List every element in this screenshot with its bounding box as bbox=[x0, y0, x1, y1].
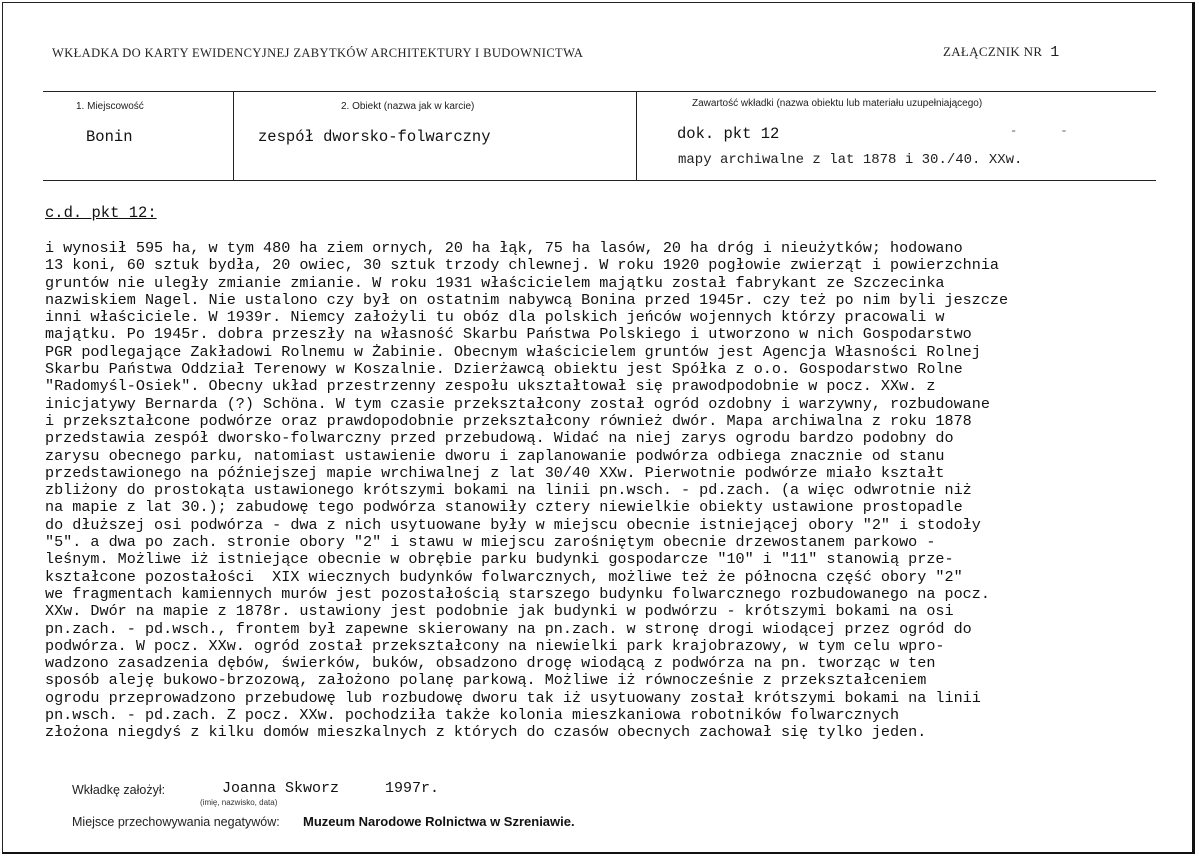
body-line: "Radomyśl-Osiek". Obecny układ przestrzenny zespołu ukształtował się prawodpodobnie w pocz. XXw. z bbox=[45, 377, 936, 396]
body-line: przedstawionego na późniejszej mapie wrchiwalnej z lat 30/40 XXw. Pierwotnie podwórze miało kształt bbox=[45, 463, 945, 482]
body-line: Skarbu Państwa Oddział Terenowy w Koszalnie. Dzierżawcą obiektu jest Spółka z o.o. Gospodarstwo Rolne bbox=[45, 360, 963, 379]
annex-value: 1 bbox=[1050, 44, 1060, 61]
annex-label: ZAŁĄCZNIK NR bbox=[943, 44, 1043, 59]
body-line: zarysu obecnego parku, natomiast ustawienie dworu i zaplanowanie podwórza odbiega znacznie od stanu bbox=[45, 446, 945, 465]
body-line: do dłuższej osi podwórza - dwa z nich usytuowane były w miejscu obecnie istniejącej obory "2" i stodoły bbox=[45, 515, 981, 534]
body-line: leśnym. Możliwe iż istniejące obecnie w obrębie parku budynki gospodarcze "10" i "11" stanowią prze- bbox=[45, 550, 954, 569]
body-line: inicjatywy Bernarda (?) Schöna. W tym czasie przekształcony został ogród ozdobny i warzywny, rozbudowane bbox=[45, 394, 990, 413]
body-line: nazwiskiem Nagel. Nie ustalono czy był on ostatnim nabywcą Bonina przed 1945r. czy też po nim byli jeszcze bbox=[45, 290, 1009, 309]
body-line: podwórza. W pocz. XXw. ogród został przekształcony na niewielki park krajobrazowy, w tym celu wpro- bbox=[45, 636, 945, 655]
field-contents-marks: - - bbox=[1010, 124, 1086, 138]
body-line: wadzono zasadzenia dębów, świerków, buków, obsadzono drogę wiodącą z podwórza na pn. tworząc w ten bbox=[45, 654, 936, 673]
form-header-box bbox=[43, 91, 1156, 181]
body-line: sposób aleję bukowo-brzozową, założono polanę parkową. Możliwe iż równocześnie z przekształceniem bbox=[45, 671, 927, 690]
field-contents-line2: mapy archiwalne z lat 1878 i 30./40. XXw. bbox=[678, 152, 1023, 168]
body-line: i przekształcone podwórze oraz prawdopodobnie przekształcony również dwór. Mapa archiwalna z roku 1878 bbox=[45, 411, 972, 430]
field-object-label: 2. Obiekt (nazwa jak w karcie) bbox=[341, 101, 475, 112]
field-contents-line1: dok. pkt 12 bbox=[677, 125, 780, 143]
annex-number bbox=[943, 44, 1060, 61]
field-object-value: zespół dworsko-folwarczny bbox=[258, 128, 491, 146]
body-line: inni właściciele. W 1939r. Niemcy założyli tu obóz dla polskich jeńców wojennych którzy pracowali w bbox=[45, 308, 945, 327]
body-line: złożona niegdyś z kilku domów mieszkalnych z których do czasów obecnych zachował się tylko jeden. bbox=[45, 723, 927, 742]
storage-value: Muzeum Narodowe Rolnictwa w Szreniawie. bbox=[303, 814, 575, 829]
body-line: we fragmentach kamiennych murów jest pozostałością starszego budynku folwarcznego rozbudowanego na pocz. bbox=[45, 584, 990, 603]
founder-hint: (imię, nazwisko, data) bbox=[200, 798, 278, 807]
body-line: gruntów nie uległy zmianie zmianie. W roku 1931 właścicielem majątku został fabrykant ze Szczecinka bbox=[45, 273, 945, 292]
body-line: "5". a dwa po zach. stronie obory "2" i stawu w miejscu zarośniętym obecnie drzewostanem parkowo - bbox=[45, 533, 936, 552]
field-locality-label: 1. Miejscowość bbox=[76, 101, 144, 112]
body-line: kształcone pozostałości XIX wiecznych budynków folwarcznych, możliwe też że północna część obory "2" bbox=[45, 567, 963, 586]
field-contents-label: Zawartość wkładki (nazwa obiektu lub materiału uzupełniającego) bbox=[692, 98, 983, 109]
document-title: WKŁADKA DO KARTY EWIDENCYJNEJ ZABYTKÓW ARCHITEKTURY I BUDOWNICTWA bbox=[52, 46, 584, 60]
body-line: i wynosił 595 ha, w tym 480 ha ziem ornych, 20 ha łąk, 75 ha lasów, 20 ha dróg i nieużytków; hodowano bbox=[45, 239, 963, 257]
body-line: przedstawia zespół dworsko-folwarczny przed przebudową. Widać na niej zarys ogrodu bardzo podobny do bbox=[45, 429, 954, 448]
body-line: na mapie z lat 30.); zabudowę tego podwórza stanowiły cztery niewielkie obiekty ustawione prostopadle bbox=[45, 498, 963, 517]
form-divider bbox=[233, 92, 234, 180]
body-line: zbliżony do prostokąta ustawionego krótszymi bokami na linii pn.wsch. - pd.zach. (a więc odwrotnie niż bbox=[45, 481, 972, 500]
founder-name: Joanna Skworz bbox=[222, 780, 340, 797]
body-line: pn.wsch. - pd.zach. Z pocz. XXw. pochodziła także kolonia mieszkaniowa robotników folwarcznych bbox=[45, 706, 900, 725]
body-line: ogrodu przeprowadzono przebudowę lub rozbudowę dworu tak iż usytuowany został krótszymi bokami na linii bbox=[45, 688, 981, 707]
founder-year: 1997r. bbox=[385, 780, 440, 797]
section-heading: c.d. pkt 12: bbox=[45, 204, 157, 222]
field-locality-value: Bonin bbox=[86, 128, 133, 146]
founder-label: Wkładkę założył: bbox=[72, 783, 166, 797]
body-line: XXw. Dwór na mapie z 1878r. ustawiony jest podobnie jak budynki w podwórzu - krótszymi bokami na osi bbox=[45, 602, 954, 621]
body-text bbox=[45, 240, 1157, 742]
body-line: PGR podlegające Zakładowi Rolnemu w Żabinie. Obecnym właścicielem gruntów jest Agencja Własności Rolnej bbox=[45, 342, 981, 361]
form-divider bbox=[636, 92, 637, 180]
body-line: majątku. Po 1945r. dobra przeszły na własność Skarbu Państwa Polskiego i utworzono w nich Gospodarstwo bbox=[45, 325, 972, 344]
body-line: 13 koni, 60 sztuk bydła, 20 owiec, 30 sztuk trzody chlewnej. W roku 1920 pogłowie zwierząt i powierzchnia bbox=[45, 256, 1000, 275]
body-line: pn.zach. - pd.wsch., frontem był zapewne skierowany na pn.zach. w stronę drogi wiodącej przez ogród do bbox=[45, 619, 972, 638]
storage-label: Miejsce przechowywania negatywów: bbox=[72, 815, 280, 829]
